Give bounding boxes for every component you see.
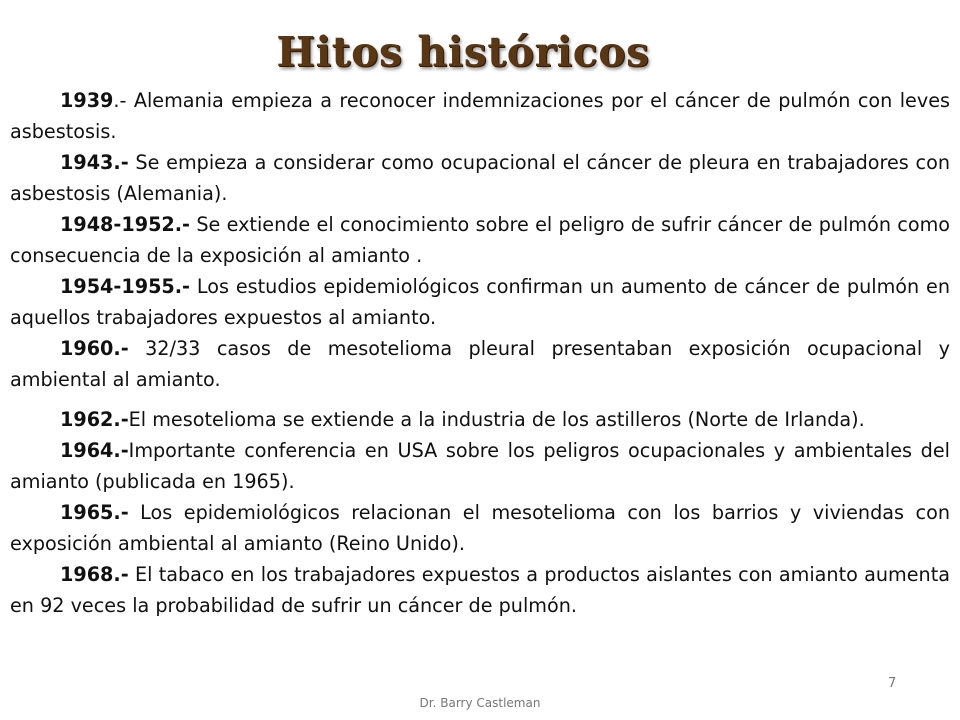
- milestone-text: Los estudios epidemiológicos confirman un aumento de cáncer de pulmón en aquellos trabajadores expuestos al amianto.: [10, 275, 950, 329]
- milestone-year: 1948-1952.-: [60, 213, 191, 236]
- milestone-year: 1943.-: [60, 151, 129, 174]
- milestone-text: Importante conferencia en USA sobre los peligros ocupacionales y ambientales del amianto (publicada en 1965).: [10, 439, 950, 493]
- milestone-year: 1968.-: [60, 563, 129, 586]
- milestone-text: Se extiende el conocimiento sobre el peligro de sufrir cáncer de pulmón como consecuencia de la exposición al amianto .: [10, 213, 950, 267]
- milestone-1964: [10, 435, 950, 497]
- milestone-text: Se empieza a considerar como ocupacional el cáncer de pleura en trabajadores con asbestosis (Alemania).: [10, 151, 950, 205]
- milestone-year: 1962.-: [60, 408, 129, 431]
- page-number: 7: [888, 676, 897, 691]
- slide-title: Hitos históricos: [276, 28, 650, 76]
- milestone-1939: [10, 85, 950, 147]
- milestone-text: Los epidemiológicos relacionan el mesotelioma con los barrios y viviendas con exposición ambiental al amianto (Reino Unido).: [10, 501, 950, 555]
- milestone-1948-1952: [10, 209, 950, 271]
- milestone-year: 1954-1955.-: [60, 275, 191, 298]
- milestone-text: 32/33 casos de mesotelioma pleural presentaban exposición ocupacional y ambiental al amianto.: [10, 337, 950, 391]
- footer-author: Dr. Barry Castleman: [419, 696, 541, 710]
- milestone-year: 1960.-: [60, 337, 129, 360]
- milestone-text: El tabaco en los trabajadores expuestos a productos aislantes con amianto aumenta en 92 veces la probabilidad de sufrir un cáncer de pulmón.: [10, 563, 950, 617]
- milestone-separator: .-: [113, 89, 127, 112]
- milestone-year: 1964.-: [60, 439, 129, 462]
- milestones-list: [10, 85, 950, 621]
- milestone-year: 1939: [60, 89, 114, 112]
- milestone-1965: [10, 497, 950, 559]
- milestone-year: 1965.-: [60, 501, 129, 524]
- milestone-1943: [10, 147, 950, 209]
- milestone-1954-1955: [10, 271, 950, 333]
- milestone-text: Alemania empieza a reconocer indemnizaciones por el cáncer de pulmón con leves asbestosis.: [10, 89, 950, 143]
- milestone-1968: [10, 559, 950, 621]
- milestone-text: El mesotelioma se extiende a la industria de los astilleros (Norte de Irlanda).: [128, 408, 865, 431]
- milestone-1960: [10, 333, 950, 395]
- milestone-1962: [10, 404, 950, 435]
